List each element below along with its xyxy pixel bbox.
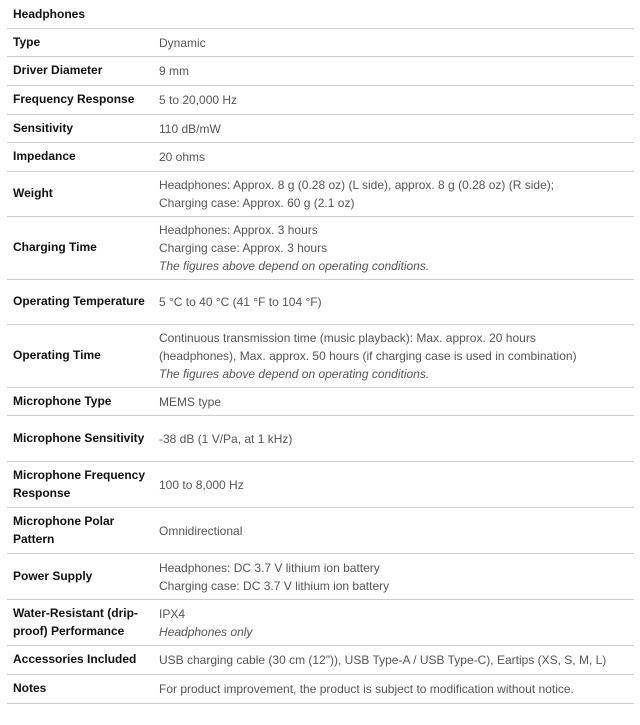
spec-row-operating-time (7, 325, 634, 388)
spec-value-line: 20 ohms (159, 150, 206, 164)
spec-row-operating-temperature (7, 280, 634, 325)
spec-value-line: Headphones: DC 3.7 V lithium ion battery (159, 560, 380, 575)
spec-row-microphone-type (7, 388, 634, 416)
spec-value-line: 110 dB/mW (159, 121, 221, 136)
spec-value-line: Dynamic (159, 35, 206, 50)
spec-row-frequency-response (7, 86, 634, 115)
spec-value-line: MEMS type (159, 394, 222, 409)
spec-row-water-resistance (7, 600, 634, 646)
spec-value-line: 5 °C to 40 °C (41 °F to 104 °F) (159, 295, 322, 309)
spec-label: Microphone Type (13, 393, 112, 408)
spec-row-notes (7, 675, 634, 704)
spec-value-line: 5 to 20,000 Hz (159, 93, 238, 107)
spec-row-microphone-frequency-response (7, 462, 634, 508)
spec-row-type (7, 29, 634, 57)
spec-value (153, 148, 634, 166)
spec-value (153, 476, 634, 494)
spec-value-note: The figures above depend on operating conditions. (159, 259, 430, 273)
spec-label: Water-Resistant (drip-proof) Performance (13, 606, 138, 638)
spec-row-impedance (7, 143, 634, 172)
spec-row-driver-diameter (7, 57, 634, 86)
spec-value-line: Omnidirectional (159, 523, 243, 538)
spec-value-line: (headphones), Max. approx. 50 hours (if charging case is used in combination) (159, 349, 577, 363)
spec-row-power-supply (7, 554, 634, 600)
spec-label: Impedance (13, 149, 76, 164)
spec-value (153, 651, 634, 669)
spec-value-note: The figures above depend on operating conditions. (159, 367, 430, 381)
spec-value (153, 559, 634, 595)
spec-row-microphone-sensitivity (7, 416, 634, 462)
spec-value-line: Headphones: Approx. 3 hours (159, 223, 318, 237)
spec-label: Microphone Frequency Response (13, 468, 146, 500)
spec-value (153, 430, 634, 448)
spec-value (153, 91, 634, 109)
spec-value-note: Headphones only (159, 624, 253, 639)
spec-label: Operating Temperature (13, 294, 145, 309)
spec-value (153, 62, 634, 80)
spec-row-accessories-included (7, 646, 634, 675)
spec-value-line: Charging case: DC 3.7 V lithium ion battery (159, 578, 390, 593)
spec-label: Microphone Polar Pattern (13, 514, 115, 546)
spec-label: Sensitivity (13, 120, 74, 135)
spec-value-line: IPX4 (159, 606, 186, 621)
spec-value (153, 605, 634, 641)
spec-label: Weight (13, 186, 53, 201)
spec-value-line: Charging case: Approx. 60 g (2.1 oz) (159, 196, 355, 210)
spec-label: Charging Time (13, 240, 97, 255)
spec-value-line: 9 mm (159, 64, 189, 78)
spec-value-line: Headphones: Approx. 8 g (0.28 oz) (L side), approx. 8 g (0.28 oz) (R side); (159, 178, 555, 192)
spec-label: Driver Diameter (13, 63, 103, 78)
spec-value-line: Continuous transmission time (music playback): Max. approx. 20 hours (159, 331, 536, 345)
spec-label: Power Supply (13, 568, 93, 583)
spec-value (153, 221, 634, 275)
spec-value-line: Charging case: Approx. 3 hours (159, 241, 328, 255)
spec-value-line: For product improvement, the product is subject to modification without notice. (159, 682, 574, 696)
spec-row-charging-time (7, 217, 634, 280)
spec-row-weight (7, 172, 634, 217)
spec-value (153, 522, 634, 540)
spec-value (153, 393, 634, 411)
spec-row-microphone-polar-pattern (7, 508, 634, 554)
spec-row-sensitivity (7, 115, 634, 143)
spec-value-line: USB charging cable (30 cm (12")), USB Type-A / USB Type-C), Eartips (XS, S, M, L) (159, 653, 607, 667)
spec-value (153, 34, 634, 52)
spec-label: Accessories Included (13, 652, 137, 667)
spec-sheet (7, 0, 634, 704)
spec-value-line: -38 dB (1 V/Pa, at 1 kHz) (159, 431, 293, 446)
spec-label: Frequency Response (13, 92, 135, 107)
spec-label: Type (13, 34, 41, 49)
spec-label: Operating Time (13, 348, 101, 363)
spec-value (153, 680, 634, 698)
spec-label: Notes (13, 681, 47, 696)
spec-value (153, 293, 634, 311)
spec-label: Microphone Sensitivity (13, 430, 145, 445)
spec-value (153, 120, 634, 138)
spec-value-line: 100 to 8,000 Hz (159, 477, 244, 492)
spec-value (153, 176, 634, 212)
spec-value (153, 329, 634, 383)
spec-title: Headphones (7, 0, 634, 29)
